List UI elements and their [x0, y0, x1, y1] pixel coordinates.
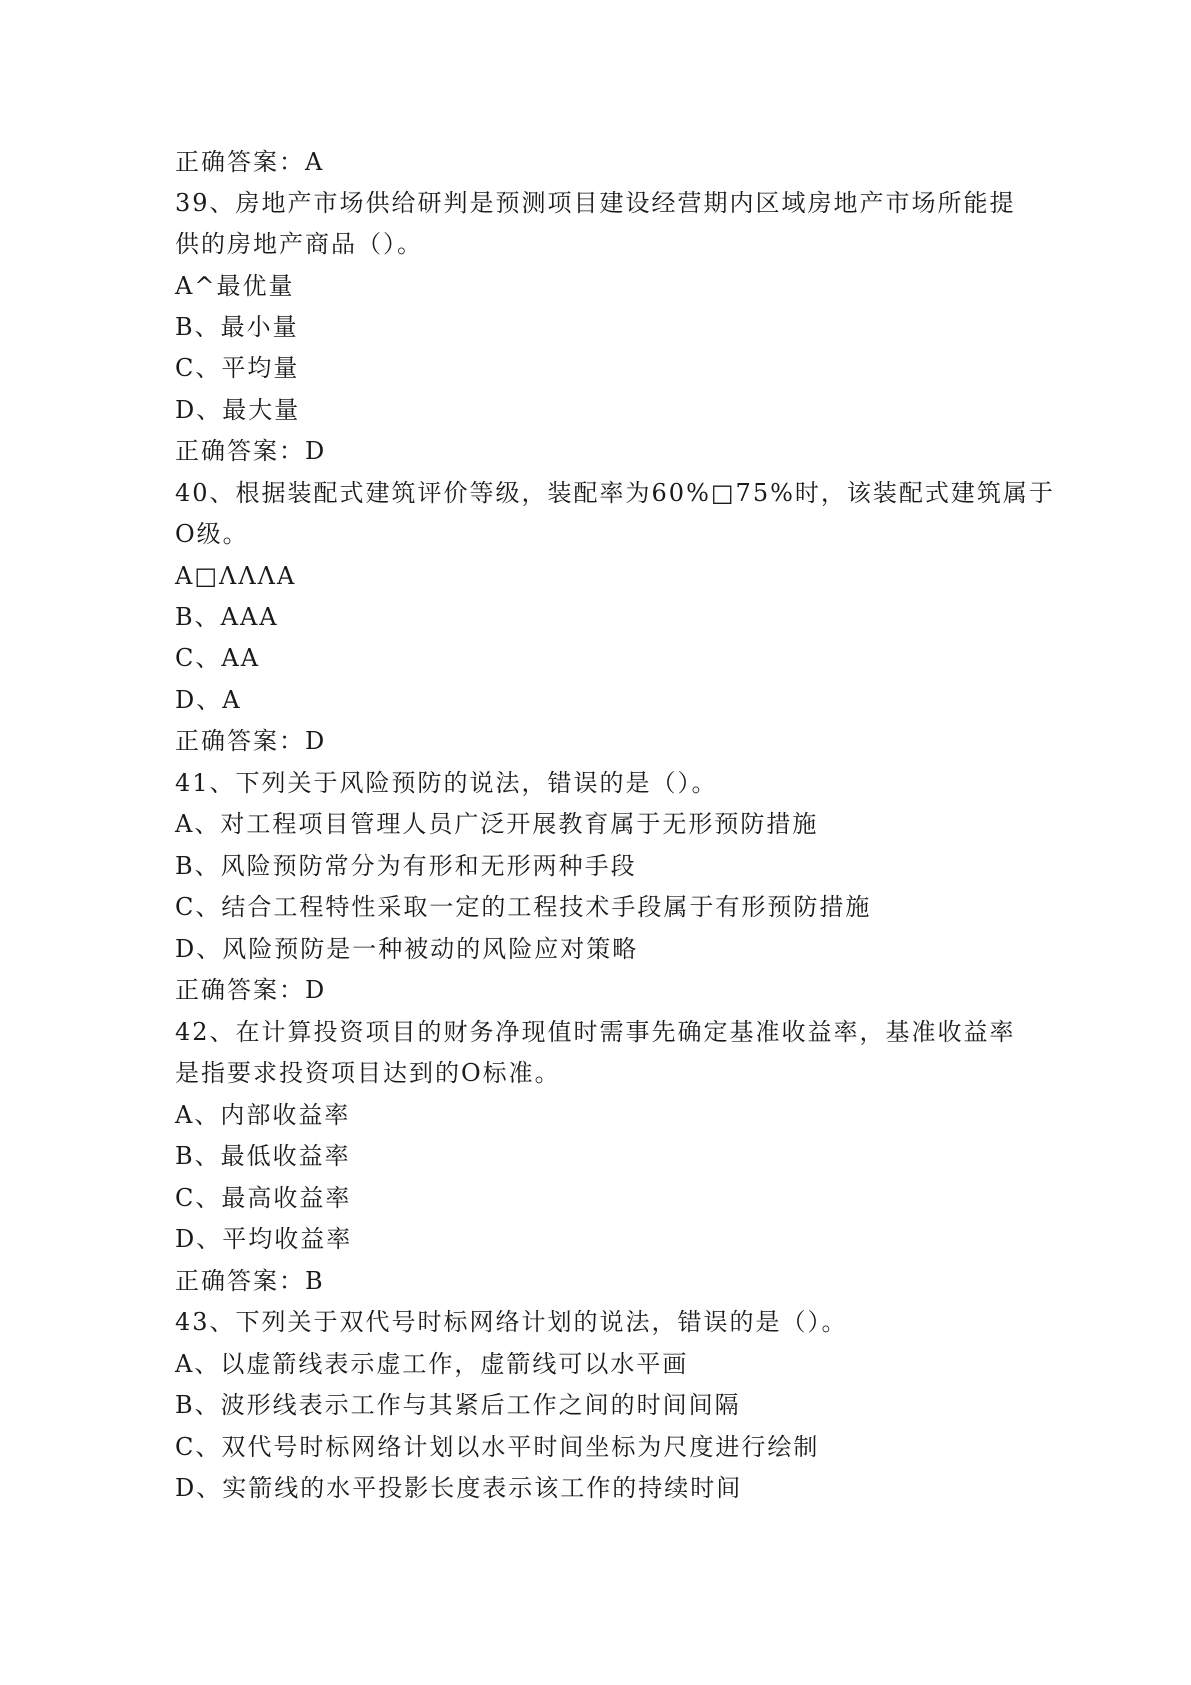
answer-line: 正确答案：D	[175, 976, 327, 1004]
option-a: A□ΛΛΛA	[175, 562, 297, 590]
option-b: B、风险预防常分为有形和无形两种手段	[175, 852, 637, 880]
question-39-stem-cont: 供的房地产商品（）。	[175, 230, 423, 258]
option-d: D、最大量	[175, 396, 301, 424]
answer-line: 正确答案：D	[175, 437, 327, 465]
option-c: C、平均量	[175, 354, 300, 382]
option-d: D、风险预防是一种被动的风险应对策略	[175, 935, 639, 963]
option-d: D、实箭线的水平投影长度表示该工作的持续时间	[175, 1474, 743, 1502]
option-c: C、结合工程特性采取一定的工程技术手段属于有形预防措施	[175, 893, 872, 921]
option-c: C、双代号时标网络计划以水平时间坐标为尺度进行绘制	[175, 1433, 820, 1461]
option-d: D、平均收益率	[175, 1225, 353, 1253]
answer-line: 正确答案：B	[175, 1267, 325, 1295]
option-b: B、最低收益率	[175, 1142, 351, 1170]
question-42-stem-cont: 是指要求投资项目达到的O标准。	[175, 1059, 561, 1087]
option-d: D、A	[175, 686, 242, 714]
question-40-stem-cont: O级。	[175, 520, 249, 548]
option-a: A、以虚箭线表示虚工作，虚箭线可以水平画	[175, 1350, 689, 1378]
option-b: B、波形线表示工作与其紧后工作之间的时间间隔	[175, 1391, 741, 1419]
option-b: B、最小量	[175, 313, 299, 341]
option-a: A、内部收益率	[175, 1101, 351, 1129]
question-40-stem: 40、根据装配式建筑评价等级，装配率为60%□75%时，该装配式建筑属于	[175, 479, 1055, 507]
option-a: A、对工程项目管理人员广泛开展教育属于无形预防措施	[175, 810, 819, 838]
option-b: B、AAA	[175, 603, 279, 631]
answer-line: 正确答案：A	[175, 148, 325, 176]
question-39-stem: 39、房地产市场供给研判是预测项目建设经营期内区域房地产市场所能提	[175, 189, 1016, 217]
option-a: A^最优量	[175, 272, 295, 300]
answer-line: 正确答案：D	[175, 727, 327, 755]
question-41-stem: 41、下列关于风险预防的说法，错误的是（）。	[175, 769, 718, 797]
option-c: C、最高收益率	[175, 1184, 352, 1212]
question-42-stem: 42、在计算投资项目的财务净现值时需事先确定基准收益率，基准收益率	[175, 1018, 1016, 1046]
question-43-stem: 43、下列关于双代号时标网络计划的说法，错误的是（）。	[175, 1308, 848, 1336]
option-c: C、AA	[175, 644, 261, 672]
